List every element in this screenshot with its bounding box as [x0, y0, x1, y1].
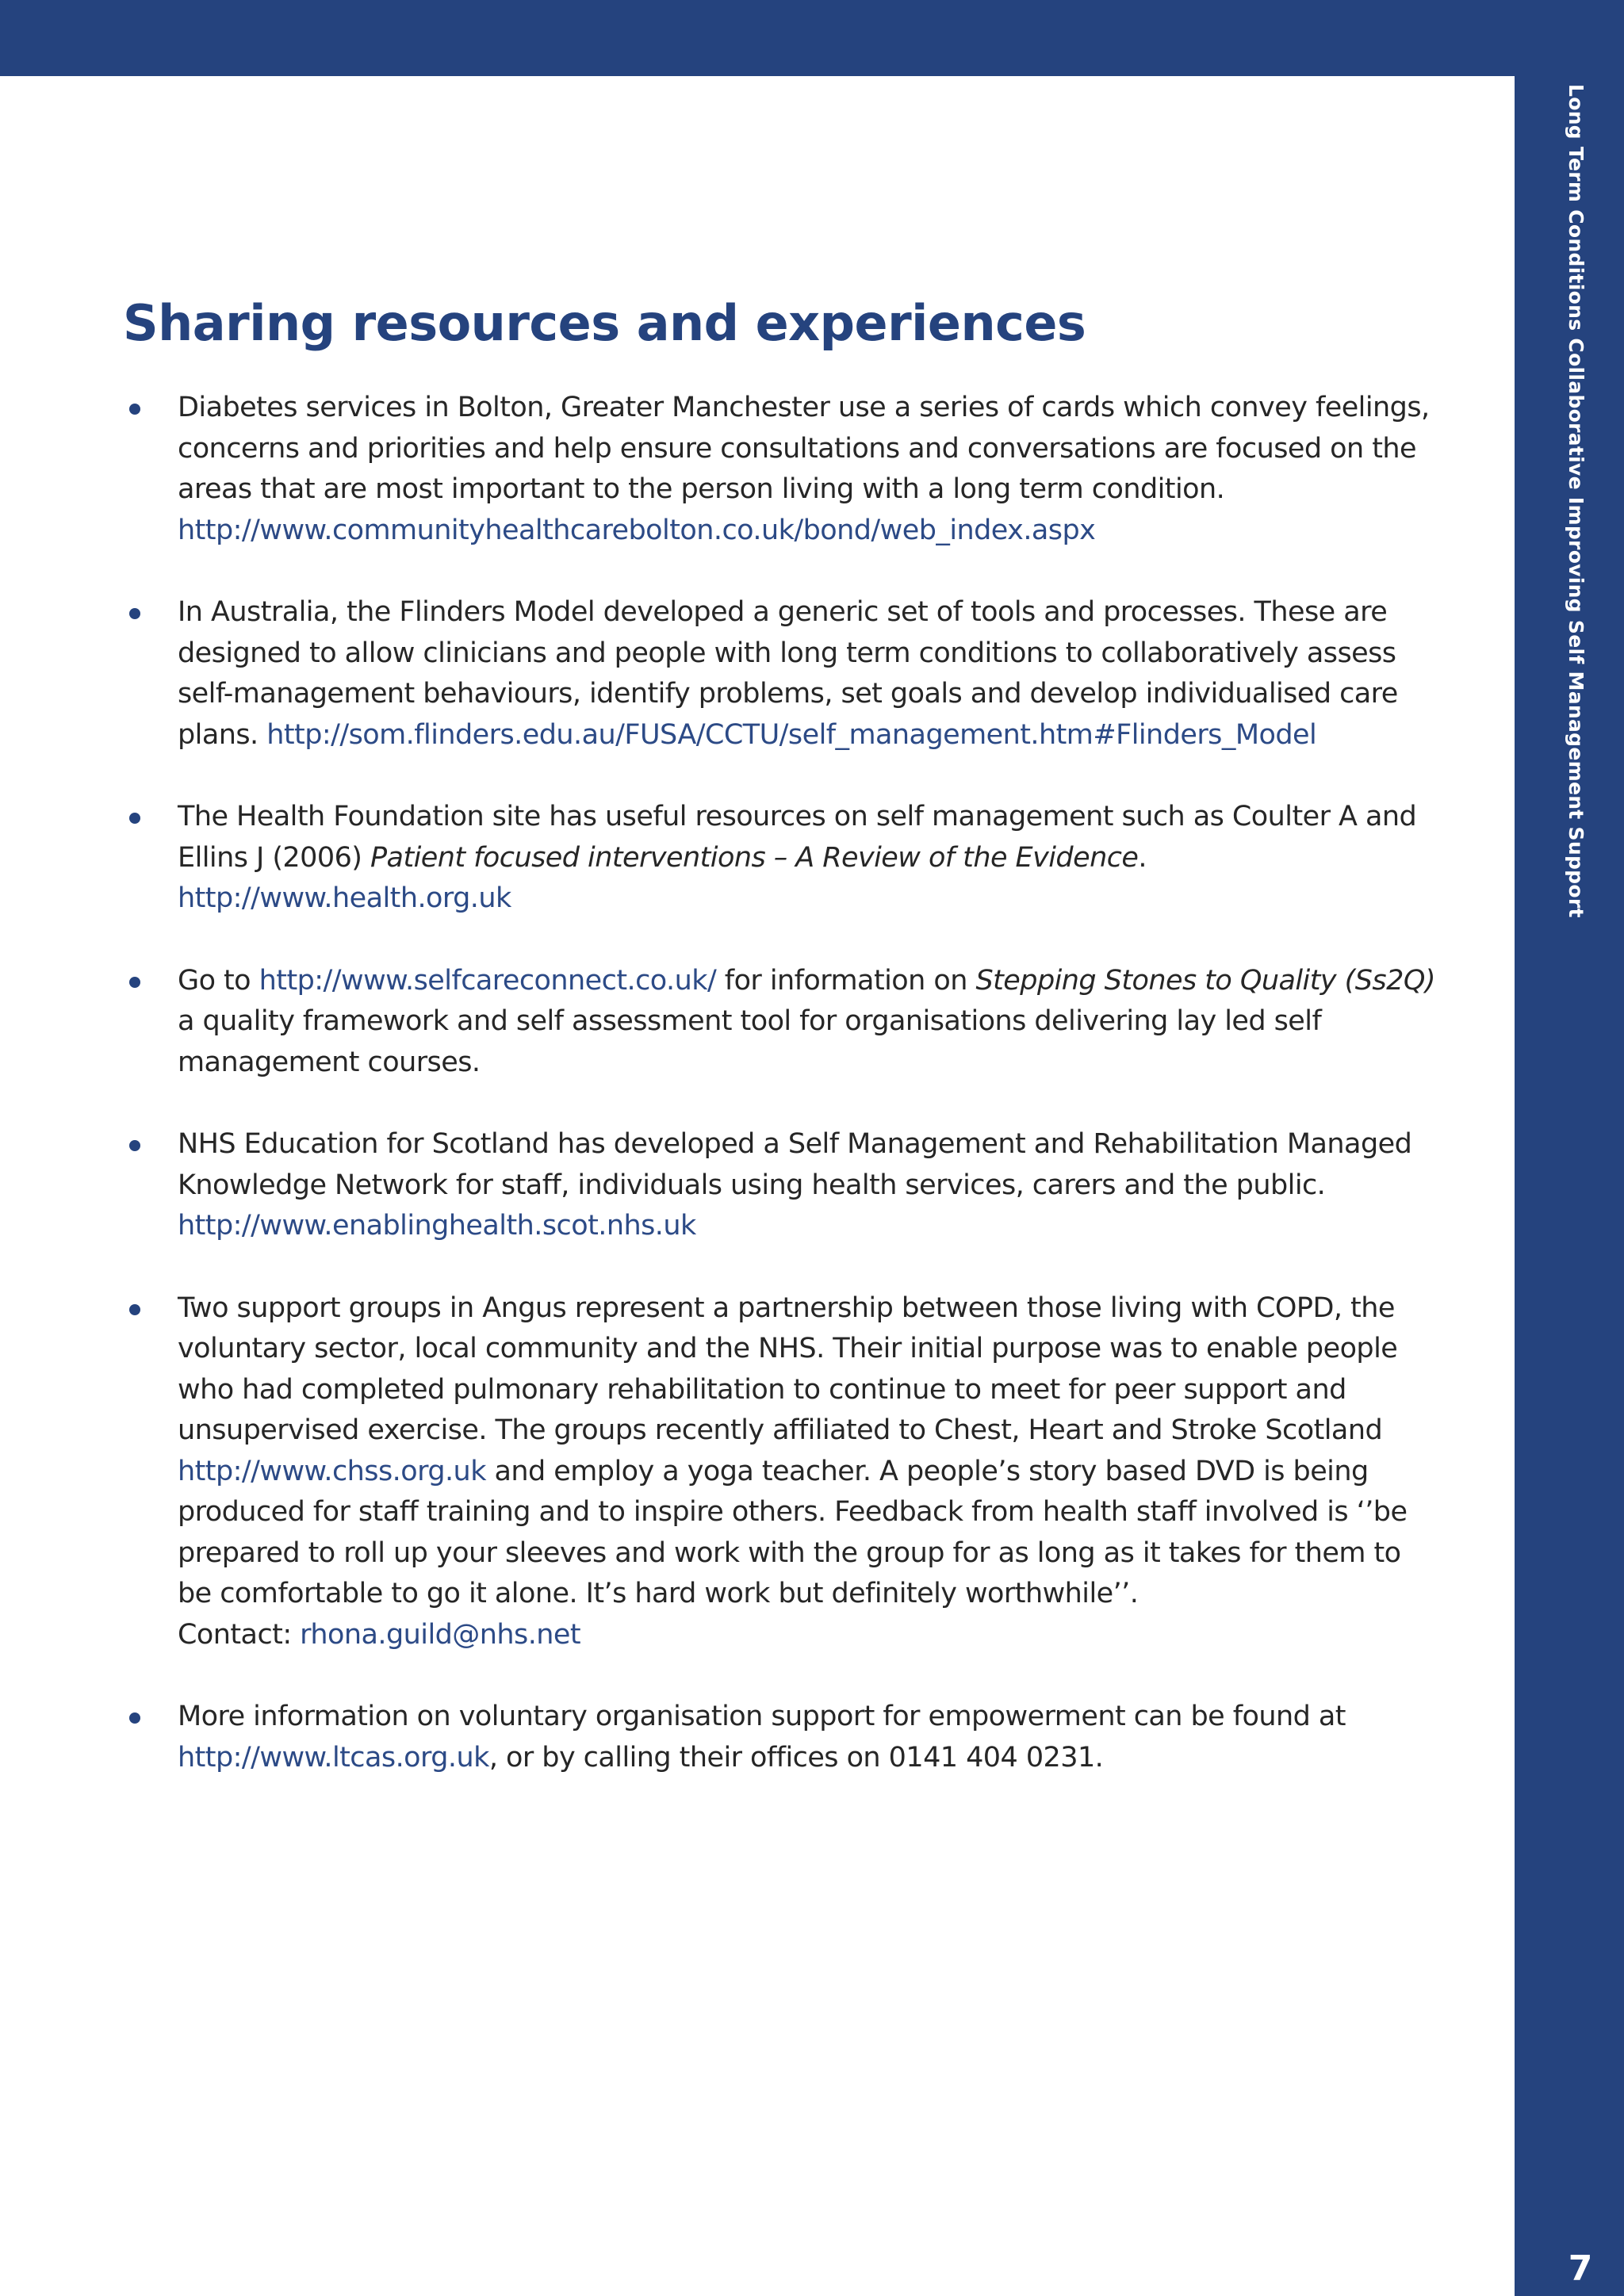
item-text-2: , or by calling their offices on 0141 404 0231.	[488, 1741, 1104, 1774]
link-selfcare[interactable]: http://www.selfcareconnect.co.uk/	[259, 964, 717, 997]
resource-list	[123, 388, 1439, 1778]
sidebar-title	[1559, 84, 1591, 918]
list-item-flinders	[123, 592, 1439, 756]
item-italic: Patient focused interventions – A Review of the Evidence	[370, 841, 1139, 874]
main-content	[123, 295, 1439, 1820]
contact-label: Contact:	[178, 1618, 292, 1651]
item-text: More information on voluntary organisation support for empowerment can be found at	[178, 1701, 1346, 1733]
sidebar-title-text: Long Term Conditions Collaborative Improving Self Management Support	[1565, 84, 1588, 918]
bullet-icon	[129, 1304, 140, 1315]
bullet-icon	[129, 404, 140, 415]
item-text-2: for information on	[724, 964, 967, 997]
item-text: Go to	[178, 964, 251, 997]
header-bar	[0, 0, 1624, 76]
bullet-icon	[129, 1140, 140, 1151]
item-text-2: .	[1138, 841, 1147, 874]
link-ltcas[interactable]: http://www.ltcas.org.uk	[178, 1741, 489, 1774]
list-item-ltcas	[123, 1697, 1439, 1778]
link-bolton[interactable]: http://www.communityhealthcarebolton.co.uk/bond/web_index.aspx	[178, 514, 1096, 546]
bullet-icon	[129, 1712, 140, 1724]
bullet-icon	[129, 977, 140, 988]
link-flinders[interactable]: http://som.flinders.edu.au/FUSA/CCTU/self_management.htm#Flinders_Model	[266, 718, 1317, 751]
bullet-icon	[129, 813, 140, 824]
bullet-icon	[129, 608, 140, 619]
page-title: Sharing resources and experiences	[123, 294, 1086, 352]
item-text-2: and employ a yoga teacher. A people’s story based DVD is being produced for staff training and to inspire others. Feedback from health staff involved is ‘’be prepared to roll up your sleeves and work with the group for as long as it takes for them to be comfortable to go it alone. It’s hard work but definitely worthwhile’’.	[178, 1455, 1408, 1610]
item-text: In Australia, the Flinders Model developed a generic set of tools and processes. These are designed to allow clinicians and people with long term conditions to collaboratively assess self-management behaviours, identify problems, set goals and develop individualised care plans.	[178, 596, 1398, 751]
list-item-selfcare	[123, 961, 1439, 1084]
link-health-foundation[interactable]: http://www.health.org.uk	[178, 882, 511, 915]
item-italic: Stepping Stones to Quality (Ss2Q)	[975, 964, 1435, 997]
item-text: Diabetes services in Bolton, Greater Manchester use a series of cards which convey feelings, concerns and priorities and help ensure consultations and conversations are focused on the areas that are most important to the person living with a long term condition.	[178, 392, 1430, 506]
list-item-angus	[123, 1288, 1439, 1656]
list-item-nhs-education	[123, 1124, 1439, 1247]
item-text-3: a quality framework and self assessment tool for organisations delivering lay led self management courses.	[178, 1005, 1322, 1078]
item-text: Two support groups in Angus represent a partnership between those living with COPD, the voluntary sector, local community and the NHS. Their initial purpose was to enable people who had completed pulmonary rehabilitation to continue to meet for peer support and unsupervised exercise. The groups recently affiliated to Chest, Heart and Stroke Scotland	[178, 1292, 1398, 1447]
page-number: 7	[1568, 2248, 1593, 2289]
link-chss[interactable]: http://www.chss.org.uk	[178, 1455, 486, 1487]
item-text: NHS Education for Scotland has developed a Self Management and Rehabilitation Managed Knowledge Network for staff, individuals using health services, carers and the public.	[178, 1128, 1412, 1201]
list-item-health-foundation	[123, 797, 1439, 920]
link-enablinghealth[interactable]: http://www.enablinghealth.scot.nhs.uk	[178, 1210, 696, 1242]
item-text: The Health Foundation site has useful resources on self management such as Coulter A and Ellins J (2006)	[178, 801, 1417, 874]
contact-email-link[interactable]: rhona.guild@nhs.net	[300, 1618, 581, 1651]
list-item-bolton	[123, 388, 1439, 551]
